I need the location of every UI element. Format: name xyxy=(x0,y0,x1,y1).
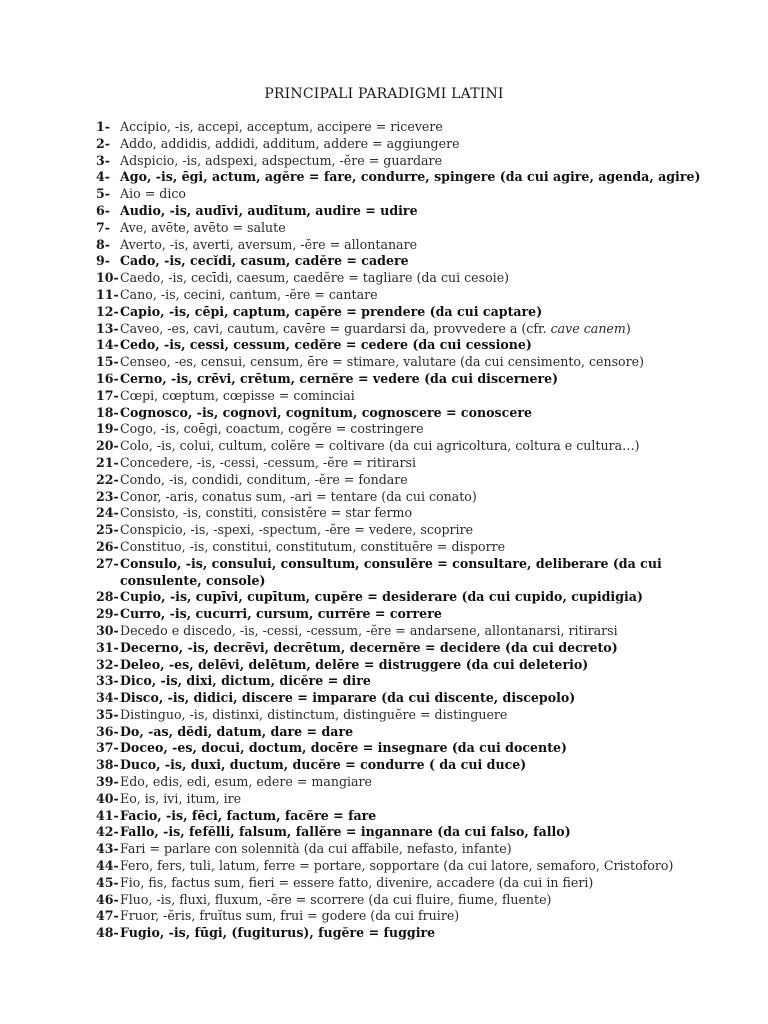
paradigm-list xyxy=(96,119,736,942)
list-item xyxy=(96,354,736,371)
entry-text: Disco, -is, didici, discere = imparare (da cui discente, discepolo) xyxy=(120,690,576,706)
list-item xyxy=(96,623,736,640)
entry-text: Eo, is, ivi, itum, ire xyxy=(120,790,242,806)
list-item xyxy=(96,892,736,909)
entry-text: Averto, -is, averti, aversum, -ĕre = allontanare xyxy=(120,236,418,252)
entry-number: 5- xyxy=(96,186,110,202)
entry-text: Decedo e discedo, -is, -cessi, -cessum, -ĕre = andarsene, allontanarsi, ritirarsi xyxy=(120,622,618,638)
list-item xyxy=(96,505,736,522)
entry-number: 13- xyxy=(96,320,119,336)
list-item xyxy=(96,875,736,892)
entry-number: 8- xyxy=(96,236,110,252)
list-item xyxy=(96,673,736,690)
entry-text: Consisto, -is, constiti, consistĕre = star fermo xyxy=(120,505,413,521)
entry-text: Doceo, -es, docui, doctum, docēre = insegnare (da cui docente) xyxy=(120,740,567,756)
entry-text: Do, -as, dĕdi, datum, dare = dare xyxy=(120,723,354,739)
entry-number: 45- xyxy=(96,874,119,890)
entry-text: Dico, -is, dixi, dictum, dicĕre = dire xyxy=(120,673,371,689)
entry-number: 43- xyxy=(96,841,119,857)
list-item xyxy=(96,136,736,153)
list-item xyxy=(96,606,736,623)
list-item xyxy=(96,203,736,220)
entry-number: 17- xyxy=(96,387,119,403)
list-item xyxy=(96,455,736,472)
entry-number: 29- xyxy=(96,606,119,622)
entry-text: Cano, -is, cecini, cantum, -ĕre = cantare xyxy=(120,286,378,302)
entry-number: 34- xyxy=(96,690,119,706)
entry-text: Fallo, -is, fefĕlli, falsum, fallĕre = ingannare (da cui falso, fallo) xyxy=(120,824,571,840)
document-title: PRINCIPALI PARADIGMI LATINI xyxy=(264,86,504,102)
entry-text-italic: cave canem xyxy=(550,320,626,336)
entry-number: 18- xyxy=(96,404,119,420)
entry-text: Addo, addidis, addidi, additum, addere = aggiungere xyxy=(120,135,460,151)
entry-number: 14- xyxy=(96,337,119,353)
entry-number: 24- xyxy=(96,505,119,521)
list-item xyxy=(96,556,736,590)
list-item xyxy=(96,186,736,203)
list-item xyxy=(96,640,736,657)
entry-text: Fluo, -is, fluxi, fluxum, -ĕre = scorrere (da cui fluire, fiume, fluente) xyxy=(120,891,552,907)
list-item xyxy=(96,539,736,556)
list-item xyxy=(96,321,736,338)
list-item xyxy=(96,925,736,942)
entry-number: 33- xyxy=(96,673,119,689)
entry-text: Caedo, -is, cecīdi, caesum, caedĕre = tagliare (da cui cesoie) xyxy=(120,270,510,286)
list-item xyxy=(96,858,736,875)
list-item xyxy=(96,304,736,321)
list-item xyxy=(96,824,736,841)
list-item xyxy=(96,220,736,237)
entry-text: Censeo, -es, censui, censum, ēre = stimare, valutare (da cui censimento, censore) xyxy=(120,354,645,370)
entry-text: Edo, edis, edi, esum, edere = mangiare xyxy=(120,774,373,790)
entry-number: 25- xyxy=(96,522,119,538)
entry-number: 6- xyxy=(96,202,110,218)
entry-text: Cedo, -is, cessi, cessum, cedĕre = cedere (da cui cessione) xyxy=(120,337,532,353)
entry-text: Ago, -is, ēgi, actum, agĕre = fare, condurre, spingere (da cui agire, agenda, agire) xyxy=(120,169,701,185)
entry-number: 30- xyxy=(96,622,119,638)
entry-text: Capio, -is, cēpi, captum, capĕre = prendere (da cui captare) xyxy=(120,303,543,319)
list-item xyxy=(96,808,736,825)
entry-number: 9- xyxy=(96,253,110,269)
entry-number: 10- xyxy=(96,270,119,286)
list-item xyxy=(96,589,736,606)
entry-text: Constituo, -is, constitui, constitutum, constituĕre = disporre xyxy=(120,538,506,554)
entry-number: 42- xyxy=(96,824,119,840)
entry-number: 27- xyxy=(96,555,119,571)
list-item xyxy=(96,405,736,422)
entry-text-main: Caveo, -es, cavi, cautum, cavēre = guardarsi da, provvedere a (cfr. xyxy=(120,320,551,336)
list-item xyxy=(96,237,736,254)
entry-number: 22- xyxy=(96,471,119,487)
entry-number: 16- xyxy=(96,370,119,386)
entry-text: Conor, -aris, conatus sum, -ari = tentare (da cui conato) xyxy=(120,488,477,504)
entry-text: Concedere, -is, -cessi, -cessum, -ĕre = ritirarsi xyxy=(120,454,416,470)
entry-number: 44- xyxy=(96,858,119,874)
list-item xyxy=(96,438,736,455)
entry-text: Colo, -is, colui, cultum, colĕre = coltivare (da cui agricoltura, coltura e cultura…) xyxy=(120,438,640,454)
entry-text: Cado, -is, cecĭdi, casum, cadĕre = cadere xyxy=(120,253,409,269)
entry-number: 4- xyxy=(96,169,110,185)
entry-number: 36- xyxy=(96,723,119,739)
list-item xyxy=(96,690,736,707)
entry-text: Fero, fers, tuli, latum, ferre = portare, sopportare (da cui latore, semaforo, Cristoforo) xyxy=(120,858,674,874)
list-item xyxy=(96,724,736,741)
entry-text: Distinguo, -is, distinxi, distinctum, distinguĕre = distinguere xyxy=(120,706,508,722)
entry-number: 28- xyxy=(96,589,119,605)
entry-number: 39- xyxy=(96,774,119,790)
entry-number: 11- xyxy=(96,286,119,302)
entry-text xyxy=(120,321,736,338)
list-item xyxy=(96,388,736,405)
entry-number: 3- xyxy=(96,152,110,168)
entry-number: 31- xyxy=(96,639,119,655)
entry-text: Cerno, -is, crēvi, crētum, cernĕre = vedere (da cui discernere) xyxy=(120,370,559,386)
entry-text: Cœpi, cœptum, cœpisse = cominciai xyxy=(120,387,355,403)
entry-number: 1- xyxy=(96,119,110,134)
entry-number: 21- xyxy=(96,454,119,470)
list-item xyxy=(96,791,736,808)
list-item xyxy=(96,153,736,170)
entry-number: 48- xyxy=(96,925,119,941)
entry-number: 20- xyxy=(96,438,119,454)
entry-number: 2- xyxy=(96,135,110,151)
entry-number: 37- xyxy=(96,740,119,756)
entry-text: Fruor, -ĕris, fruĭtus sum, frui = godere (da cui fruire) xyxy=(120,908,460,924)
list-item xyxy=(96,119,736,136)
list-item xyxy=(96,371,736,388)
list-item xyxy=(96,740,736,757)
list-item xyxy=(96,489,736,506)
entry-text: Deleo, -es, delēvi, delētum, delēre = distruggere (da cui deleterio) xyxy=(120,656,589,672)
list-item xyxy=(96,169,736,186)
entry-text: Ave, avēte, avēto = salute xyxy=(120,219,286,235)
list-item xyxy=(96,774,736,791)
list-item xyxy=(96,337,736,354)
entry-number: 35- xyxy=(96,706,119,722)
list-item xyxy=(96,472,736,489)
entry-text: Accipio, -is, accepi, acceptum, accipere = ricevere xyxy=(120,119,443,134)
list-item xyxy=(96,908,736,925)
entry-text: Decerno, -is, decrēvi, decrētum, decernĕre = decidere (da cui decreto) xyxy=(120,639,618,655)
entry-text: Cupio, -is, cupīvi, cupītum, cupĕre = desiderare (da cui cupido, cupidigia) xyxy=(120,589,643,605)
entry-text: Cognosco, -is, cognovi, cognitum, cognoscere = conoscere xyxy=(120,404,532,420)
entry-text: Fugio, -is, fūgi, (fugiturus), fugĕre = fuggire xyxy=(120,925,436,941)
list-item xyxy=(96,841,736,858)
entry-number: 40- xyxy=(96,790,119,806)
entry-text: Aio = dico xyxy=(120,186,186,202)
entry-text: Duco, -is, duxi, ductum, ducĕre = condurre ( da cui duce) xyxy=(120,757,527,773)
entry-text: Curro, -is, cucurri, cursum, currĕre = correre xyxy=(120,606,442,622)
entry-text: Audio, -is, audīvi, audītum, audire = udire xyxy=(120,202,418,218)
list-item xyxy=(96,253,736,270)
list-item xyxy=(96,421,736,438)
entry-number: 46- xyxy=(96,891,119,907)
entry-text: Consulo, -is, consului, consultum, consulĕre = consultare, deliberare (da cui consulente, console) xyxy=(120,555,662,588)
entry-text-after: ) xyxy=(625,320,631,336)
list-item xyxy=(96,757,736,774)
entry-number: 38- xyxy=(96,757,119,773)
list-item xyxy=(96,522,736,539)
entry-number: 12- xyxy=(96,303,119,319)
entry-text: Adspicio, -is, adspexi, adspectum, -ĕre = guardare xyxy=(120,152,443,168)
entry-number: 47- xyxy=(96,908,119,924)
entry-number: 15- xyxy=(96,354,119,370)
entry-text: Fari = parlare con solennità (da cui affabile, nefasto, infante) xyxy=(120,841,512,857)
entry-text: Fio, fis, factus sum, fieri = essere fatto, divenire, accadere (da cui in fieri) xyxy=(120,874,594,890)
list-item xyxy=(96,270,736,287)
entry-text: Facio, -is, fēci, factum, facĕre = fare xyxy=(120,807,377,823)
entry-number: 41- xyxy=(96,807,119,823)
list-item xyxy=(96,707,736,724)
list-item xyxy=(96,657,736,674)
entry-number: 26- xyxy=(96,538,119,554)
entry-number: 32- xyxy=(96,656,119,672)
entry-text: Cogo, -is, coēgi, coactum, cogĕre = costringere xyxy=(120,421,424,437)
entry-text: Conspicio, -is, -spexi, -spectum, -ĕre = vedere, scoprire xyxy=(120,522,474,538)
list-item xyxy=(96,287,736,304)
entry-number: 7- xyxy=(96,219,110,235)
entry-number: 23- xyxy=(96,488,119,504)
entry-number: 19- xyxy=(96,421,119,437)
entry-text: Condo, -is, condidi, conditum, -ĕre = fondare xyxy=(120,471,408,487)
